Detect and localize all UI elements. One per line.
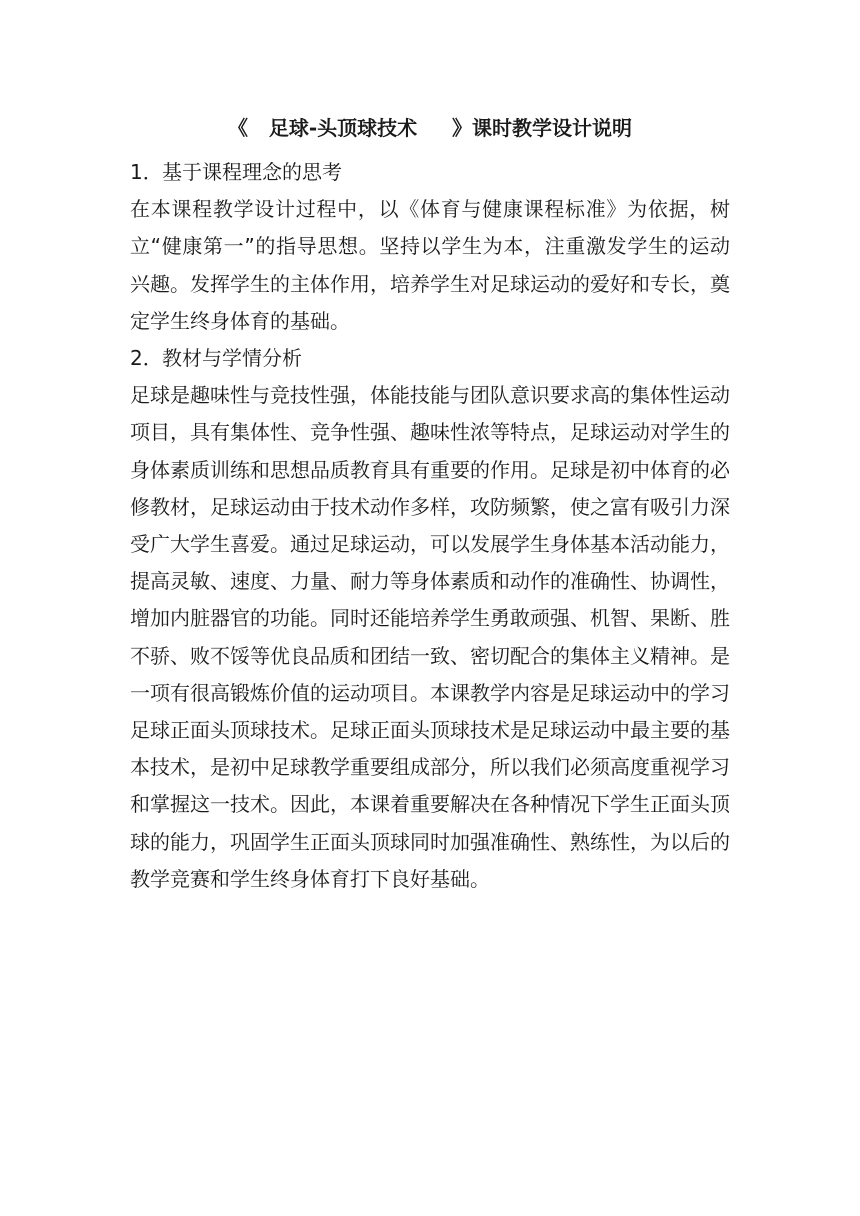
document-title: 《 足球-头顶球技术 》课时教学设计说明: [227, 116, 632, 140]
section-number: 1．: [130, 160, 163, 184]
section-number: 2．: [130, 346, 163, 371]
section-material-analysis: [130, 340, 730, 898]
section-heading-text: 基于课程理念的思考: [162, 160, 342, 184]
section-heading-text: 教材与学情分析: [162, 346, 302, 371]
section-paragraph: 在本课程教学设计过程中，以《体育与健康课程标准》为依据，树立“健康第一”的指导思想。坚持以学生为本，注重激发学生的运动兴趣。发挥学生的主体作用，培养学生对足球运动的爱好和专长，奠定学生终身体育的基础。: [130, 197, 730, 333]
section-paragraph: 足球是趣味性与竞技性强，体能技能与团队意识要求高的集体性运动项目，具有集体性、竞争性强、趣味性浓等特点，足球运动对学生的身体素质训练和思想品质教育具有重要的作用。足球是初中体育的必修教材，足球运动由于技术动作多样，攻防频繁，使之富有吸引力深受广大学生喜爱。通过足球运动，可以发展学生身体基本活动能力，提高灵敏、速度、力量、耐力等身体素质和动作的准确性、协调性，增加内脏器官的功能。同时还能培养学生勇敢顽强、机智、果断、胜不骄、败不馁等优良品质和团结一致、密切配合的集体主义精神。是一项有很高锻炼价值的运动项目。本课教学内容是足球运动中的学习足球正面头顶球技术。足球正面头顶球技术是足球运动中最主要的基本技术，是初中足球教学重要组成部分，所以我们必须高度重视学习和掌握这一技术。因此，本课着重要解决在各种情况下学生正面头顶球的能力，巩固学生正面头顶球同时加强准确性、熟练性，为以后的教学竞赛和学生终身体育打下良好基础。: [130, 383, 730, 891]
section-heading: [130, 154, 730, 191]
section-course-philosophy: [130, 154, 730, 340]
section-heading: [130, 340, 730, 377]
document-body: [130, 154, 730, 898]
